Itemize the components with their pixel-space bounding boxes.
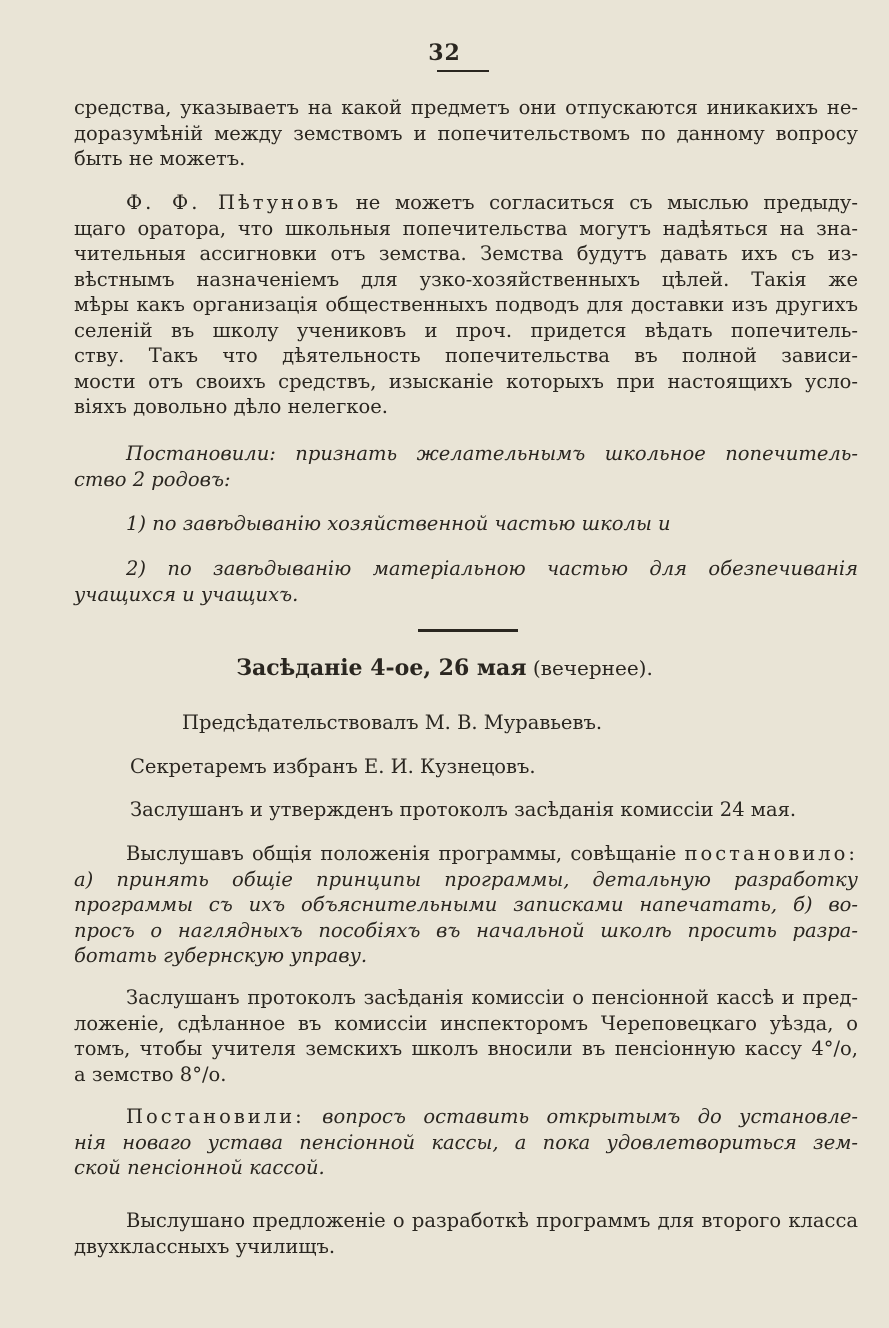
text-line	[74, 190, 858, 216]
paragraph-pension	[74, 985, 858, 1087]
text-line	[74, 841, 858, 867]
text-line: вѣстнымъ назначеніемъ для узко-хозяйственныхъ цѣлей. Такія же	[74, 267, 858, 291]
page-number: 32	[428, 40, 461, 66]
text-line: Заслушанъ протоколъ засѣданія комиссіи о пенсіонной кассѣ и пред-	[126, 986, 858, 1009]
section-divider	[418, 629, 518, 632]
paragraph-petunov	[74, 190, 858, 420]
text-line: просъ о наглядныхъ пособіяхъ въ начальной школѣ просить разра-	[74, 918, 858, 942]
text-line: Заслушанъ и утвержденъ протоколъ засѣданія комиссіи 24 мая.	[130, 798, 797, 821]
text-line: томъ, чтобы учителя земскихъ школъ вносили въ пенсіонную кассу 4°/о,	[74, 1037, 858, 1060]
text-line: а земство 8°/о.	[74, 1062, 227, 1086]
resolution-item-2	[74, 556, 858, 607]
text-line: Выслушано предложеніе о разработкѣ программъ для второго класса	[126, 1209, 858, 1232]
text-line	[74, 1104, 858, 1130]
text-line: ству. Такъ что дѣятельность попечительства въ полной зависи-	[74, 344, 858, 367]
text-line: программы съ ихъ объяснительными записками напечатать, б) во-	[74, 893, 858, 916]
text-line: ботать губернскую управу.	[74, 944, 368, 967]
resolution-item-1	[74, 511, 858, 537]
text-line: нія новаго устава пенсіонной кассы, а пока удовлетвориться зем-	[74, 1130, 858, 1154]
paragraph-resolution-2	[74, 1104, 858, 1181]
session-heading	[0, 655, 889, 681]
speaker-name: Ф. Ф. Пѣтуновъ	[126, 191, 342, 214]
text-line: Предсѣдательствовалъ М. В. Муравьевъ.	[182, 711, 603, 734]
text-line: мѣры какъ организація общественныхъ подводъ для доставки изъ другихъ	[74, 293, 858, 316]
text-line: 2) по завѣдыванію матеріальною частью для обезпечиванія	[126, 557, 858, 580]
text-span: не можетъ согласиться съ мыслью предыду-	[341, 191, 858, 214]
heading-sub: (вечернее).	[526, 656, 653, 680]
text-line: учащихся и учащихъ.	[74, 582, 299, 606]
resolution-word: Постановили:	[126, 1105, 305, 1128]
text-line: двухклассныхъ училищъ.	[74, 1234, 336, 1258]
text-line: средства, указываетъ на какой предметъ они отпускаются иникакихъ не-	[74, 96, 858, 119]
heard-line	[74, 797, 858, 823]
text-line: ложеніе, сдѣланное въ комиссіи инспекторомъ Череповецкаго уѣзда, о	[74, 1011, 858, 1035]
text-line: ской пенсіонной кассой.	[74, 1156, 325, 1179]
resolution-word: постановило:	[684, 842, 858, 865]
text-span: Выслушавъ общія положенія программы, совѣщаніе	[126, 842, 685, 865]
text-line: мости отъ своихъ средствъ, изысканіе которыхъ при настоящихъ усло-	[74, 369, 858, 393]
text-line: быть не можетъ.	[74, 147, 246, 170]
text-line: доразумѣній между земствомъ и попечительствомъ по данному вопросу	[74, 121, 858, 145]
text-line: віяхъ довольно дѣло нелегкое.	[74, 395, 388, 418]
text-line: ство 2 родовъ:	[74, 467, 231, 491]
chair-line	[74, 710, 858, 736]
text-line: селеній въ школу учениковъ и проч. придется вѣдать попечитель-	[74, 318, 858, 342]
paragraph-resolution-1	[74, 441, 858, 492]
text-line: Секретаремъ избранъ Е. И. Кузнецовъ.	[130, 755, 536, 778]
paragraph-program	[74, 841, 858, 969]
text-line: щаго оратора, что школьныя попечительства могутъ надѣяться на зна-	[74, 216, 858, 240]
paragraph-continuation	[74, 95, 858, 172]
text-line: 1) по завѣдыванію хозяйственной частью школы и	[126, 512, 671, 535]
text-line: Постановили: признать желательнымъ школьное попечитель-	[126, 442, 858, 465]
secretary-line	[74, 754, 858, 780]
text-line: а) принять общіе принципы программы, детальную разработку	[74, 867, 858, 891]
heading-main: Засѣданіе 4-ое, 26 мая	[236, 655, 527, 681]
text-line: чительныя ассигновки отъ земства. Земства будутъ давать ихъ съ из-	[74, 242, 858, 265]
page-number-underline	[437, 70, 489, 72]
paragraph-second-class	[74, 1208, 858, 1259]
text-span: вопросъ оставить открытымъ до установле-	[304, 1105, 858, 1128]
